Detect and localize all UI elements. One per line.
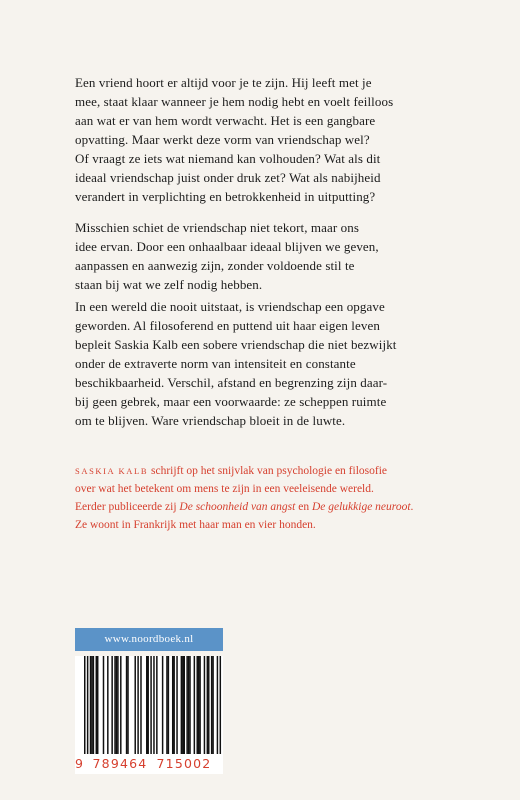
barcode-bar — [91, 656, 92, 754]
barcode-bar — [146, 656, 147, 754]
barcode-bar — [168, 656, 169, 754]
barcode-bar — [137, 656, 138, 754]
text-line: Misschien schiet de vriendschap niet tekort, maar ons — [75, 220, 359, 235]
barcode-bar — [127, 656, 128, 754]
isbn-group-1: 789464 — [92, 756, 148, 771]
barcode-bar — [114, 656, 115, 754]
text-line: idee ervan. Door een onhaalbaar ideaal blijven we geven, — [75, 239, 379, 254]
barcode-bar — [212, 656, 213, 754]
bio-text: en — [295, 501, 312, 513]
text-line: verandert in verplichting en betrokkenheid in uitputting? — [75, 189, 376, 204]
bio-text: schrijft op het snijvlak van psychologie en filosofie — [148, 465, 388, 477]
barcode-bar — [173, 656, 174, 754]
book-title-2: De gelukkige neuroot — [311, 501, 411, 513]
barcode-bar — [166, 656, 167, 754]
isbn-group-2: 715002 — [156, 756, 212, 771]
text-line: aanpassen en aanwezig zijn, zonder voldoende stil te — [75, 258, 355, 273]
barcode-bar — [208, 656, 209, 754]
author-name: SASKIA KALB — [75, 466, 149, 476]
barcode-bar — [182, 656, 183, 754]
bio-line-1 — [75, 462, 455, 480]
text-line: onder de extraverte norm van intensiteit en constante — [75, 356, 356, 371]
barcode-bar — [162, 656, 163, 754]
barcode-bar — [172, 656, 173, 754]
bio-text: . — [410, 501, 414, 513]
barcode-bar — [220, 656, 221, 760]
blurb-paragraph-1 — [75, 73, 455, 206]
barcode-bar — [198, 656, 199, 754]
book-title-1: De schoonheid van angst — [179, 501, 296, 513]
barcode-bar — [186, 656, 187, 754]
barcode-bar — [207, 656, 208, 754]
text-line: staan bij wat we zelf nodig hebben. — [75, 277, 263, 292]
barcode-bar — [181, 656, 182, 754]
barcode-bar — [107, 656, 108, 754]
text-line: Of vraagt ze iets wat niemand kan volhouden? Wat als dit — [75, 151, 381, 166]
barcode-bar — [217, 656, 218, 760]
barcode-bar — [189, 656, 190, 754]
bio-line-3 — [75, 498, 455, 516]
barcode-bar — [140, 656, 141, 754]
barcode-bar — [103, 656, 104, 754]
barcode-bar — [196, 656, 197, 754]
text-line: In een wereld die nooit uitstaat, is vriendschap een opgave — [75, 299, 385, 314]
barcode-bar — [117, 656, 118, 754]
barcode-bar — [93, 656, 94, 754]
barcode-bar — [96, 656, 97, 754]
barcode-bar — [156, 656, 157, 754]
barcode-bar — [147, 656, 148, 754]
barcode-bar — [150, 656, 151, 760]
barcode-bar — [84, 656, 85, 760]
isbn-digits — [75, 754, 223, 774]
text-line: ideaal vriendschap juist onder druk zet? Wat als nabijheid — [75, 170, 381, 185]
text-line: Een vriend hoort er altijd voor je te zijn. Hij leeft met je — [75, 75, 372, 90]
barcode-bar — [126, 656, 127, 754]
barcode-block — [75, 656, 223, 774]
isbn-lead-digit: 9 — [75, 756, 85, 771]
barcode-bar — [184, 656, 185, 754]
barcode-icon — [75, 656, 223, 760]
barcode-bar — [90, 656, 91, 754]
text-line: bij geen gebrek, maar een voorwaarde: ze scheppen ruimte — [75, 394, 387, 409]
barcode-bar — [134, 656, 135, 754]
author-bio — [75, 462, 455, 534]
barcode-bar — [204, 656, 205, 754]
bio-line-4: Ze woont in Frankrijk met haar man en vier honden. — [75, 519, 316, 531]
blurb-paragraph-3 — [75, 297, 455, 430]
barcode-bar — [176, 656, 177, 754]
text-line: bepleit Saskia Kalb een sobere vriendschap die niet bezwijkt — [75, 337, 397, 352]
barcode-bar — [111, 656, 112, 754]
text-line: opvatting. Maar werkt deze vorm van vriendschap wel? — [75, 132, 370, 147]
barcode-bar — [211, 656, 212, 754]
publisher-url: www.noordboek.nl — [75, 628, 223, 651]
barcode-bar — [87, 656, 88, 760]
bio-line-2: over wat het betekent om mens te zijn in een veeleisende wereld. — [75, 483, 374, 495]
barcode-bar — [199, 656, 200, 754]
barcode-bar — [97, 656, 98, 754]
barcode-bar — [116, 656, 117, 754]
text-line: aan wat er van hem wordt verwacht. Het is een gangbare — [75, 113, 376, 128]
barcode-bar — [188, 656, 189, 754]
barcode-bar — [153, 656, 154, 760]
blurb-paragraph-2 — [75, 218, 455, 294]
text-line: geworden. Al filosoferend en puttend uit haar eigen leven — [75, 318, 380, 333]
text-line: mee, staat klaar wanneer je hem nodig hebt en voelt feilloos — [75, 94, 394, 109]
barcode-bar — [120, 656, 121, 754]
text-line: om te blijven. Ware vriendschap bloeit in de luwte. — [75, 413, 346, 428]
barcode-bar — [194, 656, 195, 754]
text-line: beschikbaarheid. Verschil, afstand en begrenzing zijn daar- — [75, 375, 388, 390]
bio-text: Eerder publiceerde zij — [75, 501, 180, 513]
